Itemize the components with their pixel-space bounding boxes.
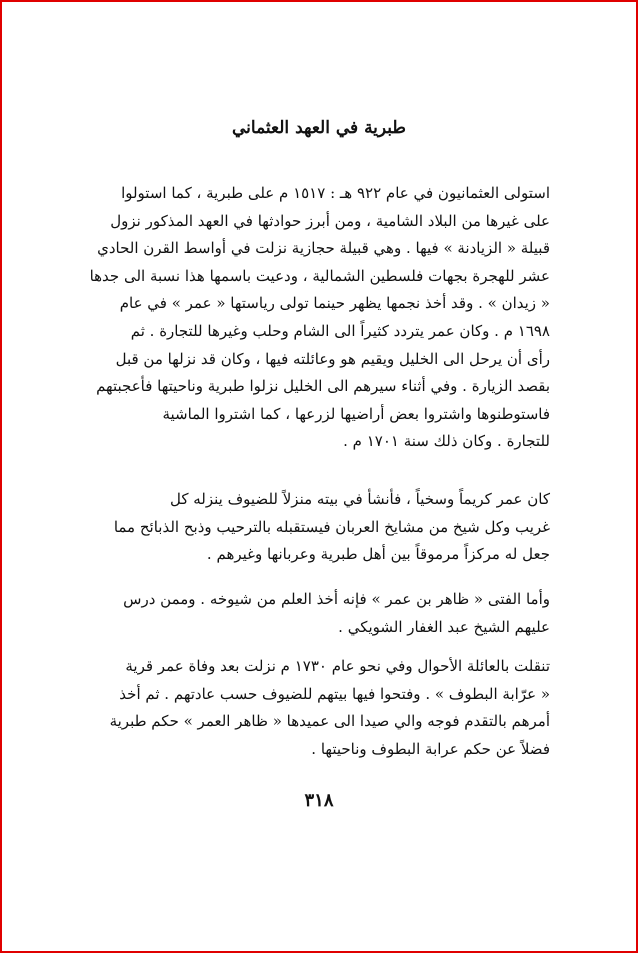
paragraph-2 [64,486,550,569]
text-line: فضلاً عن حكم عرابة البطوف وناحيتها . [311,739,550,758]
text-line: للتجارة . وكان ذلك سنة ١٧٠١ م . [343,432,550,451]
text-line: وأما الفتى « ظاهر بن عمر » فإنه أخذ العلم من شيوخه . وممن درس [123,590,550,608]
text-line: عليهم الشيخ عبد الغفار الشويكي . [338,617,550,636]
page-number: ٣١٨ [304,790,334,811]
text-line: « زيدان » . وقد أخذ نجمها يظهر حينما تولى رياستها « عمر » في عام [119,294,550,313]
text-line: تنقلت بالعائلة الأحوال وفي نحو عام ١٧٣٠ م نزلت بعد وفاة عمر قرية [125,657,550,675]
text-line: فاستوطنوها واشتروا بعض أراضيها لزرعها ، كما اشتروا الماشية [162,404,550,423]
page-title: طبرية في العهد العثماني [232,118,406,138]
text-line: استولى العثمانيون في عام ٩٢٢ هـ : ١٥١٧ م على طبرية ، كما استولوا [121,184,550,202]
text-line: قبيلة « الزيادنة » فيها . وهي قبيلة حجازية نزلت في أواسط القرن الحادي [97,239,550,258]
paragraph-3 [64,586,550,641]
text-line: أمرهم بالتقدم فوجه والي صيدا الى عميدها « ظاهر العمر » حكم طبرية [109,712,550,731]
paragraph-4 [64,653,550,763]
paragraph-1 [64,180,550,456]
text-line: بقصد الزيارة . وفي أثناء سيرهم الى الخليل نزلوا طبرية وناحيتها فأعجبتهم [96,377,550,396]
text-line: عشر للهجرة بجهات فلسطين الشمالية ، ودعيت باسمها هذا نسبة الى جدها [89,266,550,285]
text-line: ١٦٩٨ م . وكان عمر يتردد كثيراً الى الشام وحلب وغيرها للتجارة . ثم [130,321,550,340]
text-line: « عرّابة البطوف » . وفتحوا فيها بيتهم للضيوف حسب عادتهم . ثم أخذ [119,684,550,703]
text-line: كان عمر كريماً وسخياً ، فأنشأ في بيته منزلاً للضيوف ينزله كل [169,490,550,508]
text-line: على غيرها من البلاد الشامية ، ومن أبرز حوادثها في العهد المذكور نزول [110,211,550,230]
text-line: جعل له مركزاً مرموقاً بين أهل طبرية وعربانها وغيرهم . [206,545,550,564]
text-line: غريب وكل شيخ من مشايخ العربان فيستقبله بالترحيب وذبح الذبائح مما [113,517,550,536]
text-line: رأى أن يرحل الى الخليل ويقيم هو وعائلته فيها ، وكان قد نزلها من قبل [115,349,550,368]
